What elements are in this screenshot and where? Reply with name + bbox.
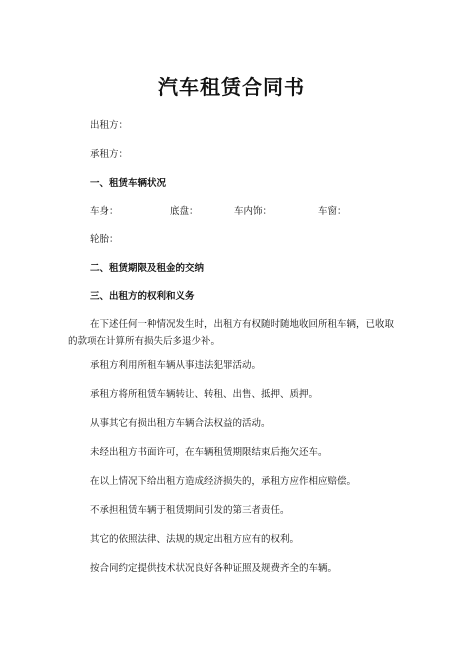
list-item: 按合同约定提供技术状况良好各种证照及规费齐全的车辆。	[90, 563, 338, 574]
document-title: 汽车租赁合同书	[158, 75, 305, 99]
list-item: 在以上情况下给出租方造成经济损失的，承租方应作相应赔偿。	[90, 476, 357, 487]
list-item: 不承担租赁车辆于租赁期间引发的第三者责任。	[90, 505, 290, 516]
list-item: 承租方将所租赁车辆转让、转租、出售、抵押、质押。	[90, 389, 319, 400]
vehicle-tires-field: 轮胎：	[90, 234, 119, 245]
list-item: 从事其它有损出租方车辆合法权益的活动。	[90, 418, 271, 429]
vehicle-body-field: 车身：	[90, 206, 119, 217]
paragraph-recall-rights: 在下述任何一种情况发生时，出租方有权随时随地收回所租车辆，已收取的款项在计算所有损失后多退少补。	[68, 319, 395, 347]
list-item: 其它的依照法律、法规的规定出租方应有的权利。	[90, 534, 300, 545]
section-3-heading: 三、出租方的权利和义务	[90, 291, 195, 302]
vehicle-chassis-field: 底盘：	[170, 206, 199, 217]
section-2-heading: 二、租赁期限及租金的交纳	[90, 263, 205, 274]
vehicle-interior-field: 车内饰：	[234, 206, 273, 217]
lessor-label: 出租方：	[90, 120, 129, 131]
vehicle-window-field: 车窗：	[318, 206, 347, 217]
list-item: 承租方利用所租车辆从事违法犯罪活动。	[90, 360, 262, 371]
list-item: 未经出租方书面许可，在车辆租赁期限结束后拖欠还车。	[90, 447, 328, 458]
section-1-heading: 一、租赁车辆状况	[90, 178, 167, 189]
lessee-label: 承租方：	[90, 149, 129, 160]
